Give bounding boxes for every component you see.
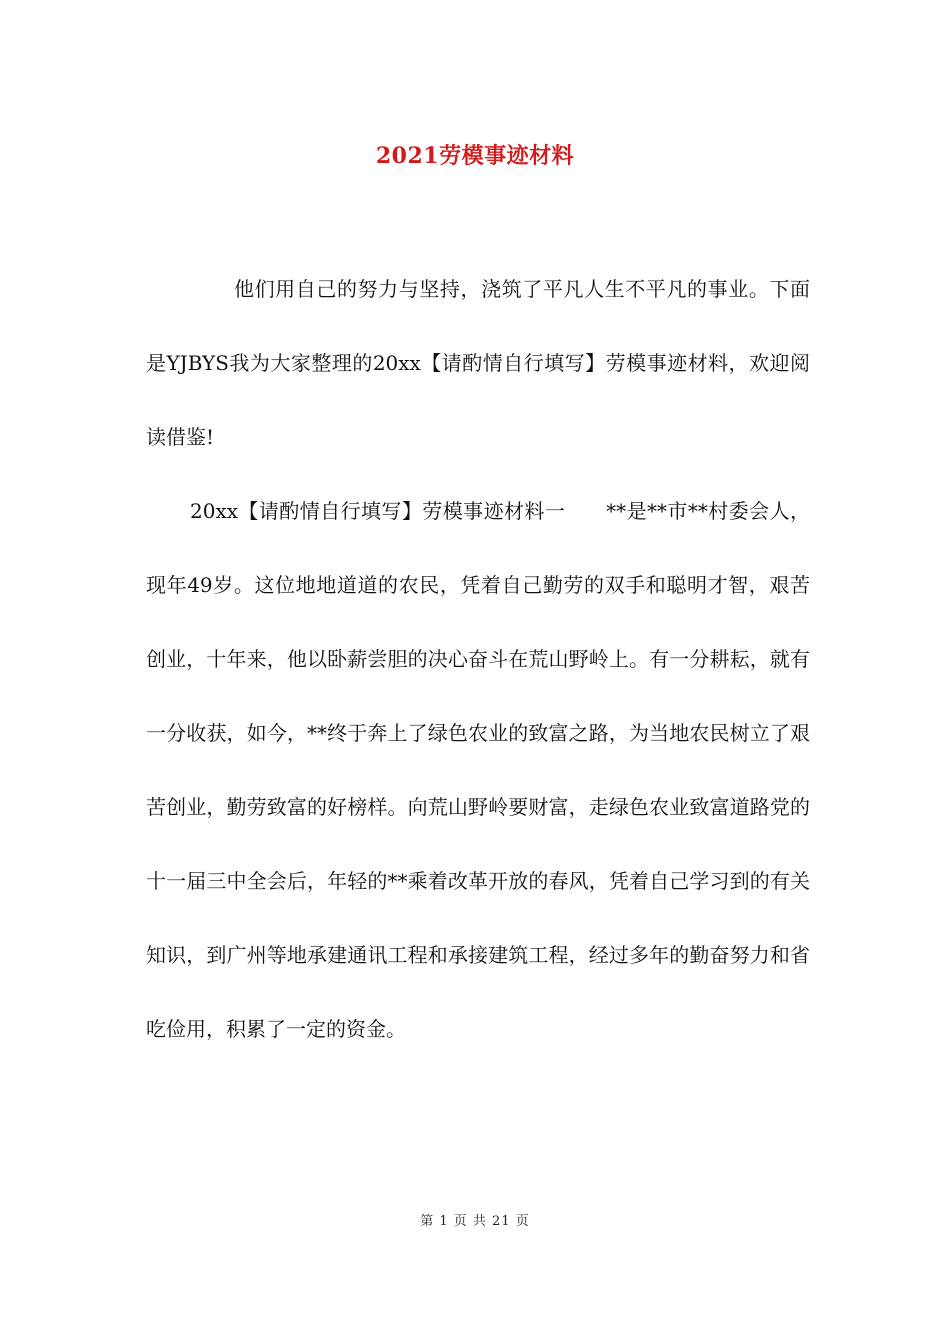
page-footer: 第 1 页 共 21 页 — [420, 1214, 530, 1229]
paragraph-intro: 他们用自己的努力与坚持，浇筑了平凡人生不平凡的事业。下面是YJBYS我为大家整理的20xx【请酌情自行填写】劳模事迹材料，欢迎阅读借鉴! — [146, 277, 810, 449]
document-title: 2021劳模事迹材料 — [375, 143, 575, 169]
document-body — [146, 252, 810, 1066]
paragraph-material-one: 20xx【请酌情自行填写】劳模事迹材料一 **是**市**村委会人，现年49岁。这位地地道道的农民，凭着自己勤劳的双手和聪明才智，艰苦创业，十年来，他以卧薪尝胆的决心奋斗在荒山野岭上。有一分耕耘，就有一分收获，如今，**终于奔上了绿色农业的致富之路，为当地农民树立了艰苦创业，勤劳致富的好榜样。向荒山野岭要财富，走绿色农业致富道路党的十一届三中全会后，年轻的**乘着改革开放的春风，凭着自己学习到的有关知识，到广州等地承建通讯工程和承接建筑工程，经过多年的勤奋努力和省吃俭用，积累了一定的资金。 — [146, 499, 810, 1041]
